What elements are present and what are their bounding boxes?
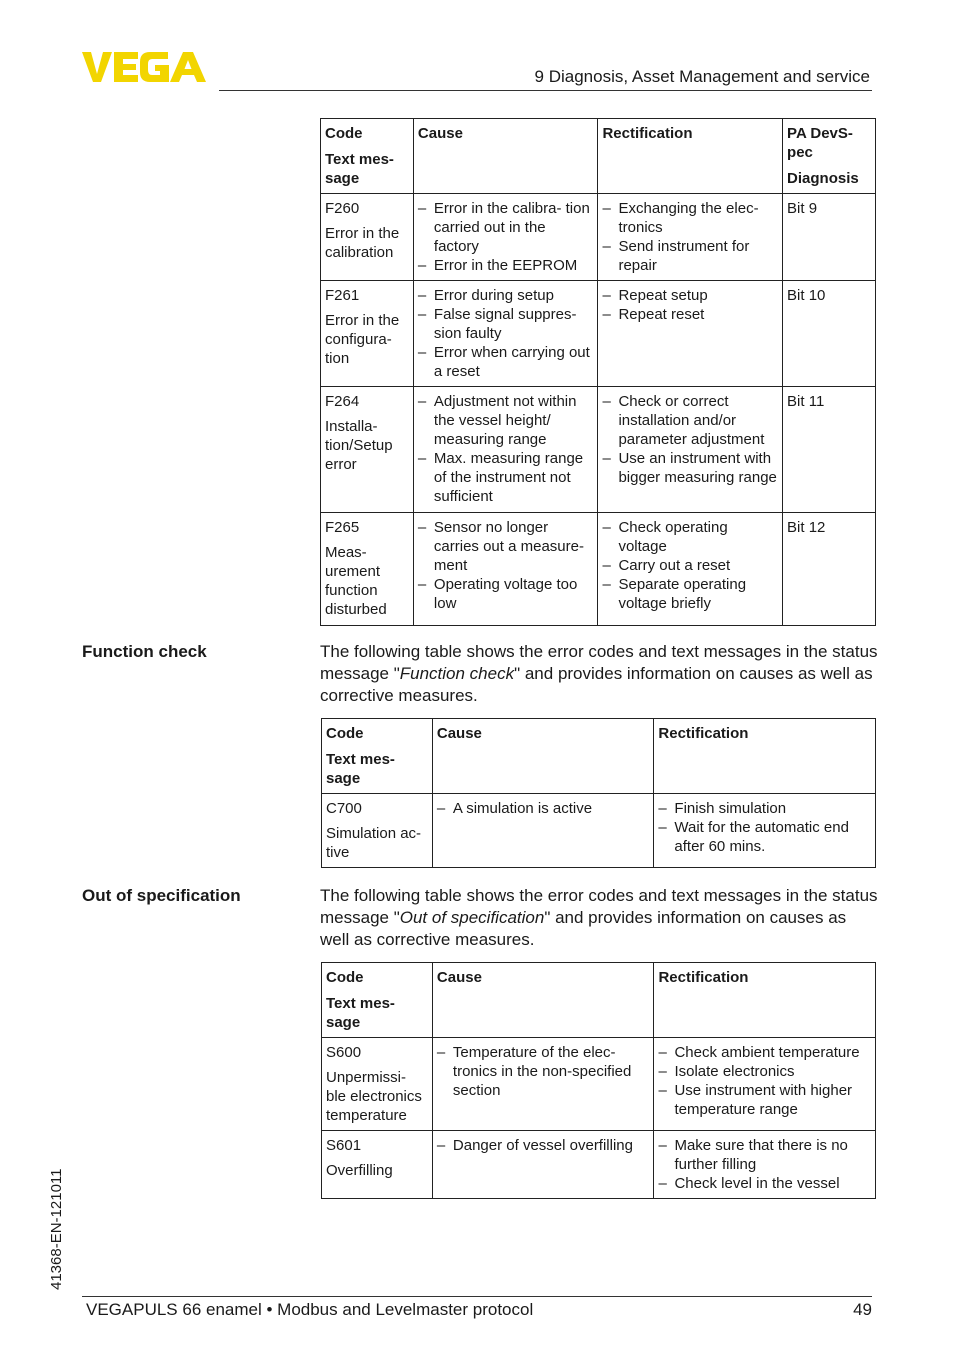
table-row — [322, 1131, 876, 1199]
table-row — [322, 1038, 876, 1131]
cell-cause — [432, 1131, 654, 1199]
cell-code: F264 Installa- tion/Setup error — [321, 387, 414, 513]
header-rectification: Rectification — [598, 119, 783, 194]
cell-cause — [413, 194, 598, 281]
document-id: 41368-EN-121011 — [48, 1168, 65, 1290]
cell-cause — [432, 1038, 654, 1131]
list-item: – Carry out a reset — [602, 556, 778, 575]
header-code: Code Text mes- sage — [322, 963, 433, 1038]
list-item: – Exchanging the elec- tronics — [602, 199, 778, 237]
list-item: – Repeat reset — [602, 305, 778, 324]
cell-rectification — [654, 1131, 876, 1199]
cell-cause — [413, 513, 598, 626]
header-code: Code Text mes- sage — [322, 719, 433, 794]
table-header-row — [322, 963, 876, 1038]
cell-cause — [413, 281, 598, 387]
cell-diagnosis: Bit 12 — [783, 513, 876, 626]
out-of-spec-label: Out of specification — [82, 886, 241, 905]
header-divider — [219, 90, 872, 91]
cell-rectification — [598, 387, 783, 513]
page-number: 49 — [853, 1300, 872, 1319]
list-item: – Error during setup — [418, 286, 594, 305]
list-item: – Sensor no longer carries out a measure- ment — [418, 518, 594, 575]
list-item: – Repeat setup — [602, 286, 778, 305]
table-header-row — [321, 119, 876, 194]
cell-diagnosis: Bit 10 — [783, 281, 876, 387]
vega-logo — [82, 50, 212, 84]
cell-rectification — [598, 281, 783, 387]
table-row — [321, 281, 876, 387]
table-row — [322, 794, 876, 868]
table-header-row — [322, 719, 876, 794]
list-item: – Adjustment not within the vessel height/ measuring range — [418, 392, 594, 449]
table-row — [321, 513, 876, 626]
out-of-spec-intro: The following table shows the error codes and text messages in the status message "Out of specification" and provides information on causes as well as corrective measures. — [320, 886, 878, 949]
list-item: – Check ambient temperature — [658, 1043, 871, 1062]
list-item: – Use an instrument with bigger measuring range — [602, 449, 778, 487]
cell-code: C700 Simulation ac- tive — [322, 794, 433, 868]
list-item: – Check operating voltage — [602, 518, 778, 556]
footer-divider — [82, 1296, 872, 1297]
header-rectification: Rectification — [654, 963, 876, 1038]
function-check-table — [321, 718, 876, 868]
failure-table — [320, 118, 876, 626]
header-diagnosis: PA DevS- pec Diagnosis — [783, 119, 876, 194]
cell-code: F261 Error in the configura- tion — [321, 281, 414, 387]
cell-code: F260 Error in the calibration — [321, 194, 414, 281]
list-item: – Isolate electronics — [658, 1062, 871, 1081]
cell-diagnosis: Bit 11 — [783, 387, 876, 513]
list-item: – Max. measuring range of the instrument not sufficient — [418, 449, 594, 506]
cell-cause — [432, 794, 654, 868]
cell-cause — [413, 387, 598, 513]
list-item: – Error in the calibra- tion carried out in the factory — [418, 199, 594, 256]
table-row — [321, 194, 876, 281]
function-check-label: Function check — [82, 642, 207, 661]
cell-code: S600 Unpermissi- ble electronics temperature — [322, 1038, 433, 1131]
footer-product: VEGAPULS 66 enamel • Modbus and Levelmaster protocol — [86, 1300, 534, 1319]
cell-rectification — [598, 513, 783, 626]
header-cause: Cause — [432, 963, 654, 1038]
cell-diagnosis: Bit 9 — [783, 194, 876, 281]
out-of-spec-table — [321, 962, 876, 1199]
header-rectification: Rectification — [654, 719, 876, 794]
header-cause: Cause — [432, 719, 654, 794]
list-item: – Error in the EEPROM — [418, 256, 594, 275]
list-item: – Temperature of the elec- tronics in the non-specified section — [437, 1043, 650, 1100]
list-item: – Check level in the vessel — [658, 1174, 871, 1193]
table-row — [321, 387, 876, 513]
cell-rectification — [654, 1038, 876, 1131]
function-check-intro: The following table shows the error codes and text messages in the status message "Function check" and provides information on causes as well as corrective measures. — [320, 642, 878, 705]
cell-rectification — [598, 194, 783, 281]
cell-rectification — [654, 794, 876, 868]
list-item: – Send instrument for repair — [602, 237, 778, 275]
list-item: – Operating voltage too low — [418, 575, 594, 613]
list-item: – False signal suppres- sion faulty — [418, 305, 594, 343]
list-item: – Finish simulation — [658, 799, 871, 818]
list-item: – Make sure that there is no further filling — [658, 1136, 871, 1174]
list-item: – Wait for the automatic end after 60 mins. — [658, 818, 871, 856]
header-cause: Cause — [413, 119, 598, 194]
list-item: – Use instrument with higher temperature range — [658, 1081, 871, 1119]
list-item: – Separate operating voltage briefly — [602, 575, 778, 613]
chapter-title: 9 Diagnosis, Asset Management and service — [534, 67, 870, 86]
list-item: – Danger of vessel overfilling — [437, 1136, 650, 1155]
cell-code: S601 Overfilling — [322, 1131, 433, 1199]
list-item: – Check or correct installation and/or parameter adjustment — [602, 392, 778, 449]
header-code: Code Text mes- sage — [321, 119, 414, 194]
list-item: – A simulation is active — [437, 799, 650, 818]
list-item: – Error when carrying out a reset — [418, 343, 594, 381]
cell-code: F265 Meas- urement function disturbed — [321, 513, 414, 626]
